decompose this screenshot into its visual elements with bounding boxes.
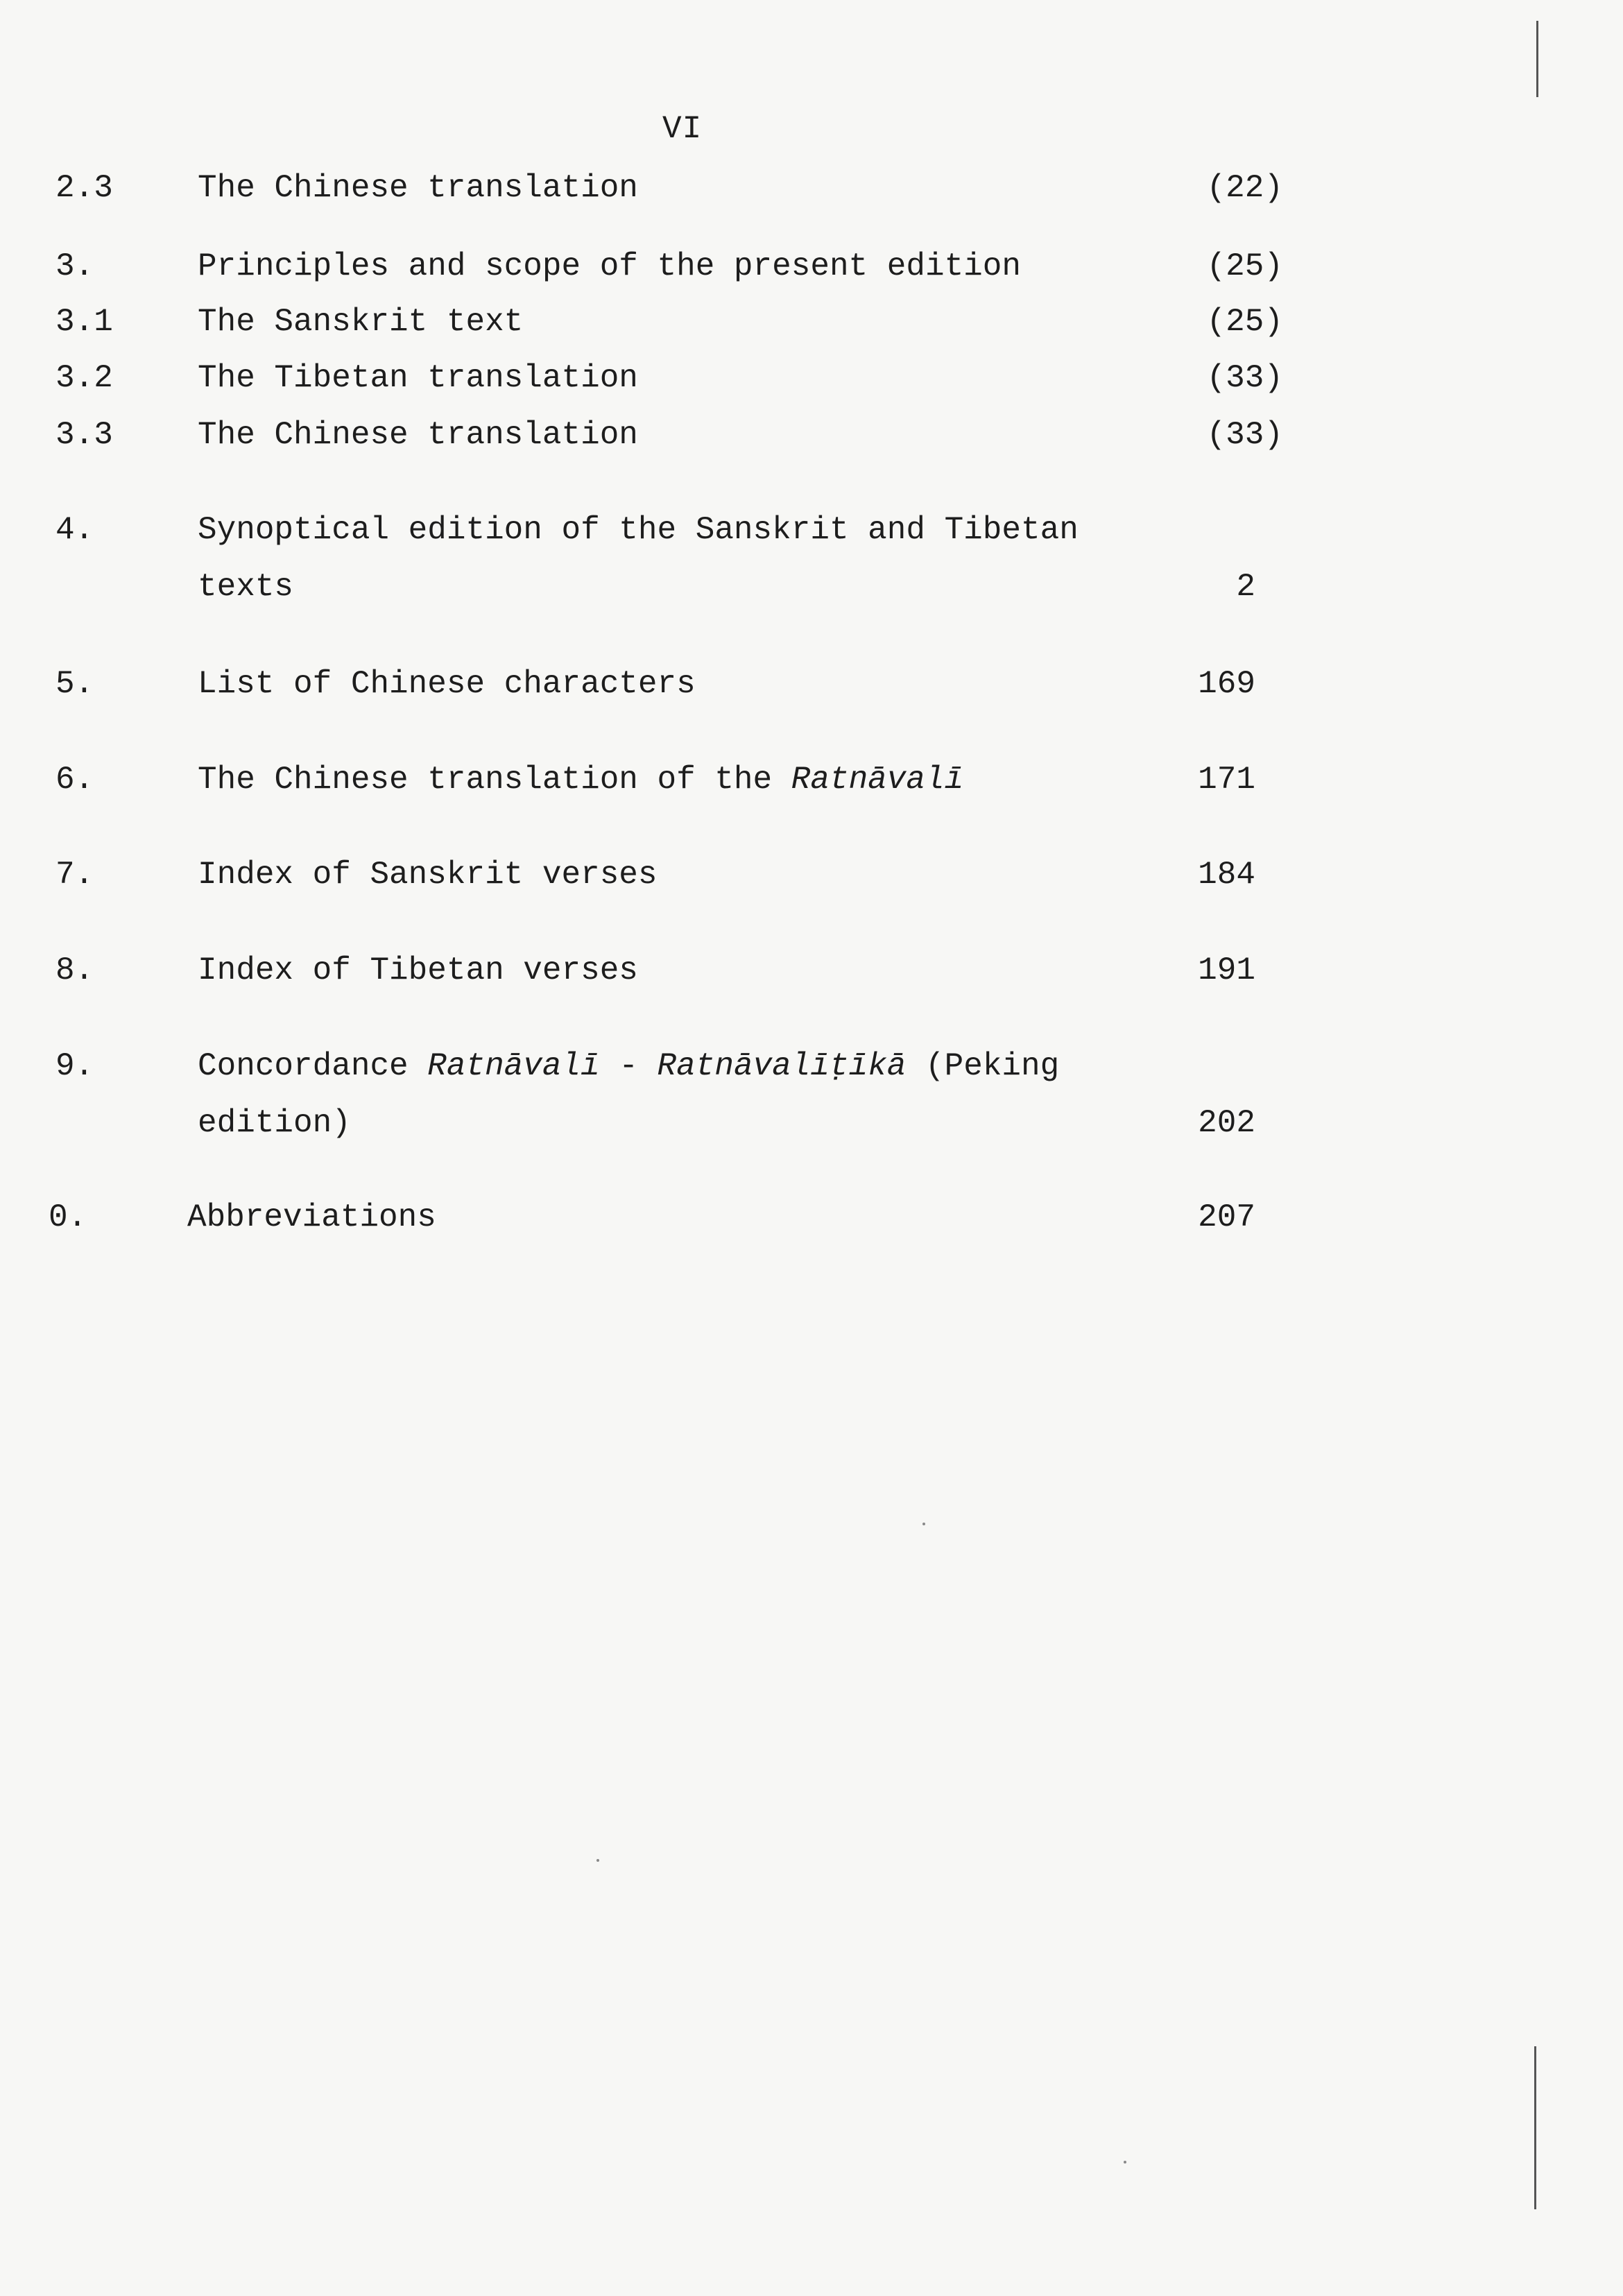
toc-entry-title-text: (Peking [906, 1048, 1060, 1084]
toc-entry-number: 5. [55, 666, 94, 702]
toc-entry-page: (22) [1206, 170, 1283, 206]
toc-entry-number: 2.3 [55, 170, 113, 206]
toc-entry-page: 207 [1198, 1199, 1255, 1235]
toc-entry-title: The Sanskrit text [198, 304, 524, 340]
toc-entry-number: 6. [55, 762, 94, 798]
toc-entry-page: (33) [1206, 360, 1283, 396]
toc-entry-title-line2: edition) [198, 1105, 351, 1141]
toc-entry-title-italic: Ratnāvalīṭīkā [657, 1048, 907, 1084]
toc-entry-page: (25) [1206, 248, 1283, 284]
toc-entry-9 [0, 1038, 1623, 1151]
toc-entry-title: List of Chinese characters [198, 666, 696, 702]
toc-entry-title-line2: texts [198, 569, 294, 605]
scan-speck [1124, 2161, 1126, 2164]
toc-entry-page: 171 [1198, 762, 1255, 798]
toc-entry-title: The Chinese translation [198, 170, 638, 206]
toc-entry-number: 7. [55, 857, 94, 893]
toc-entry-number: 3.2 [55, 360, 113, 396]
toc-entry-title-text: The Chinese translation of the [198, 762, 791, 798]
toc-entry-title [198, 751, 963, 808]
toc-entry-title [198, 1038, 1059, 1151]
toc-entry-title: The Chinese translation [198, 417, 638, 453]
toc-entry-number: 3.3 [55, 417, 113, 453]
toc-entry-title: Index of Tibetan verses [198, 952, 638, 988]
toc-entry-number: 3.1 [55, 304, 113, 340]
toc-entry-title: Principles and scope of the present edition [198, 248, 1021, 284]
scan-speck [922, 1523, 925, 1525]
toc-entry-page: 191 [1198, 952, 1255, 988]
scan-edge-line [1536, 21, 1538, 97]
toc-entry-title-line1 [198, 1038, 1059, 1095]
toc-entry-number: 0. [49, 1199, 87, 1235]
toc-entry-number: 8. [55, 952, 94, 988]
toc-entry-title-text: - [599, 1048, 658, 1084]
toc-entry-title-italic: Ratnāvalī [791, 762, 964, 798]
toc-entry-title-italic: Ratnāvalī [427, 1048, 600, 1084]
toc-entry-page: 2 [1236, 569, 1255, 605]
toc-entry-number: 9. [55, 1048, 94, 1084]
toc-entry-title-text: Concordance [198, 1048, 428, 1084]
toc-entry-title: The Tibetan translation [198, 360, 638, 396]
page-number: VI [662, 111, 703, 147]
toc-entry-number: 4. [55, 512, 94, 548]
toc-entry-title: Index of Sanskrit verses [198, 857, 658, 893]
toc-entry-title [198, 502, 1079, 615]
toc-entry-page: (33) [1206, 417, 1283, 453]
scan-speck [596, 1859, 599, 1862]
toc-entry-4 [0, 502, 1623, 615]
toc-entry-page: 169 [1198, 666, 1255, 702]
toc-entry-page: 202 [1198, 1105, 1255, 1141]
toc-entry-title: Abbreviations [187, 1199, 436, 1235]
toc-entry-title-line1: Synoptical edition of the Sanskrit and Tibetan [198, 512, 1079, 548]
scan-edge-line [1534, 2046, 1536, 2209]
toc-entry-page: (25) [1206, 304, 1283, 340]
toc-entry-number: 3. [55, 248, 94, 284]
toc-entry-page: 184 [1198, 857, 1255, 893]
